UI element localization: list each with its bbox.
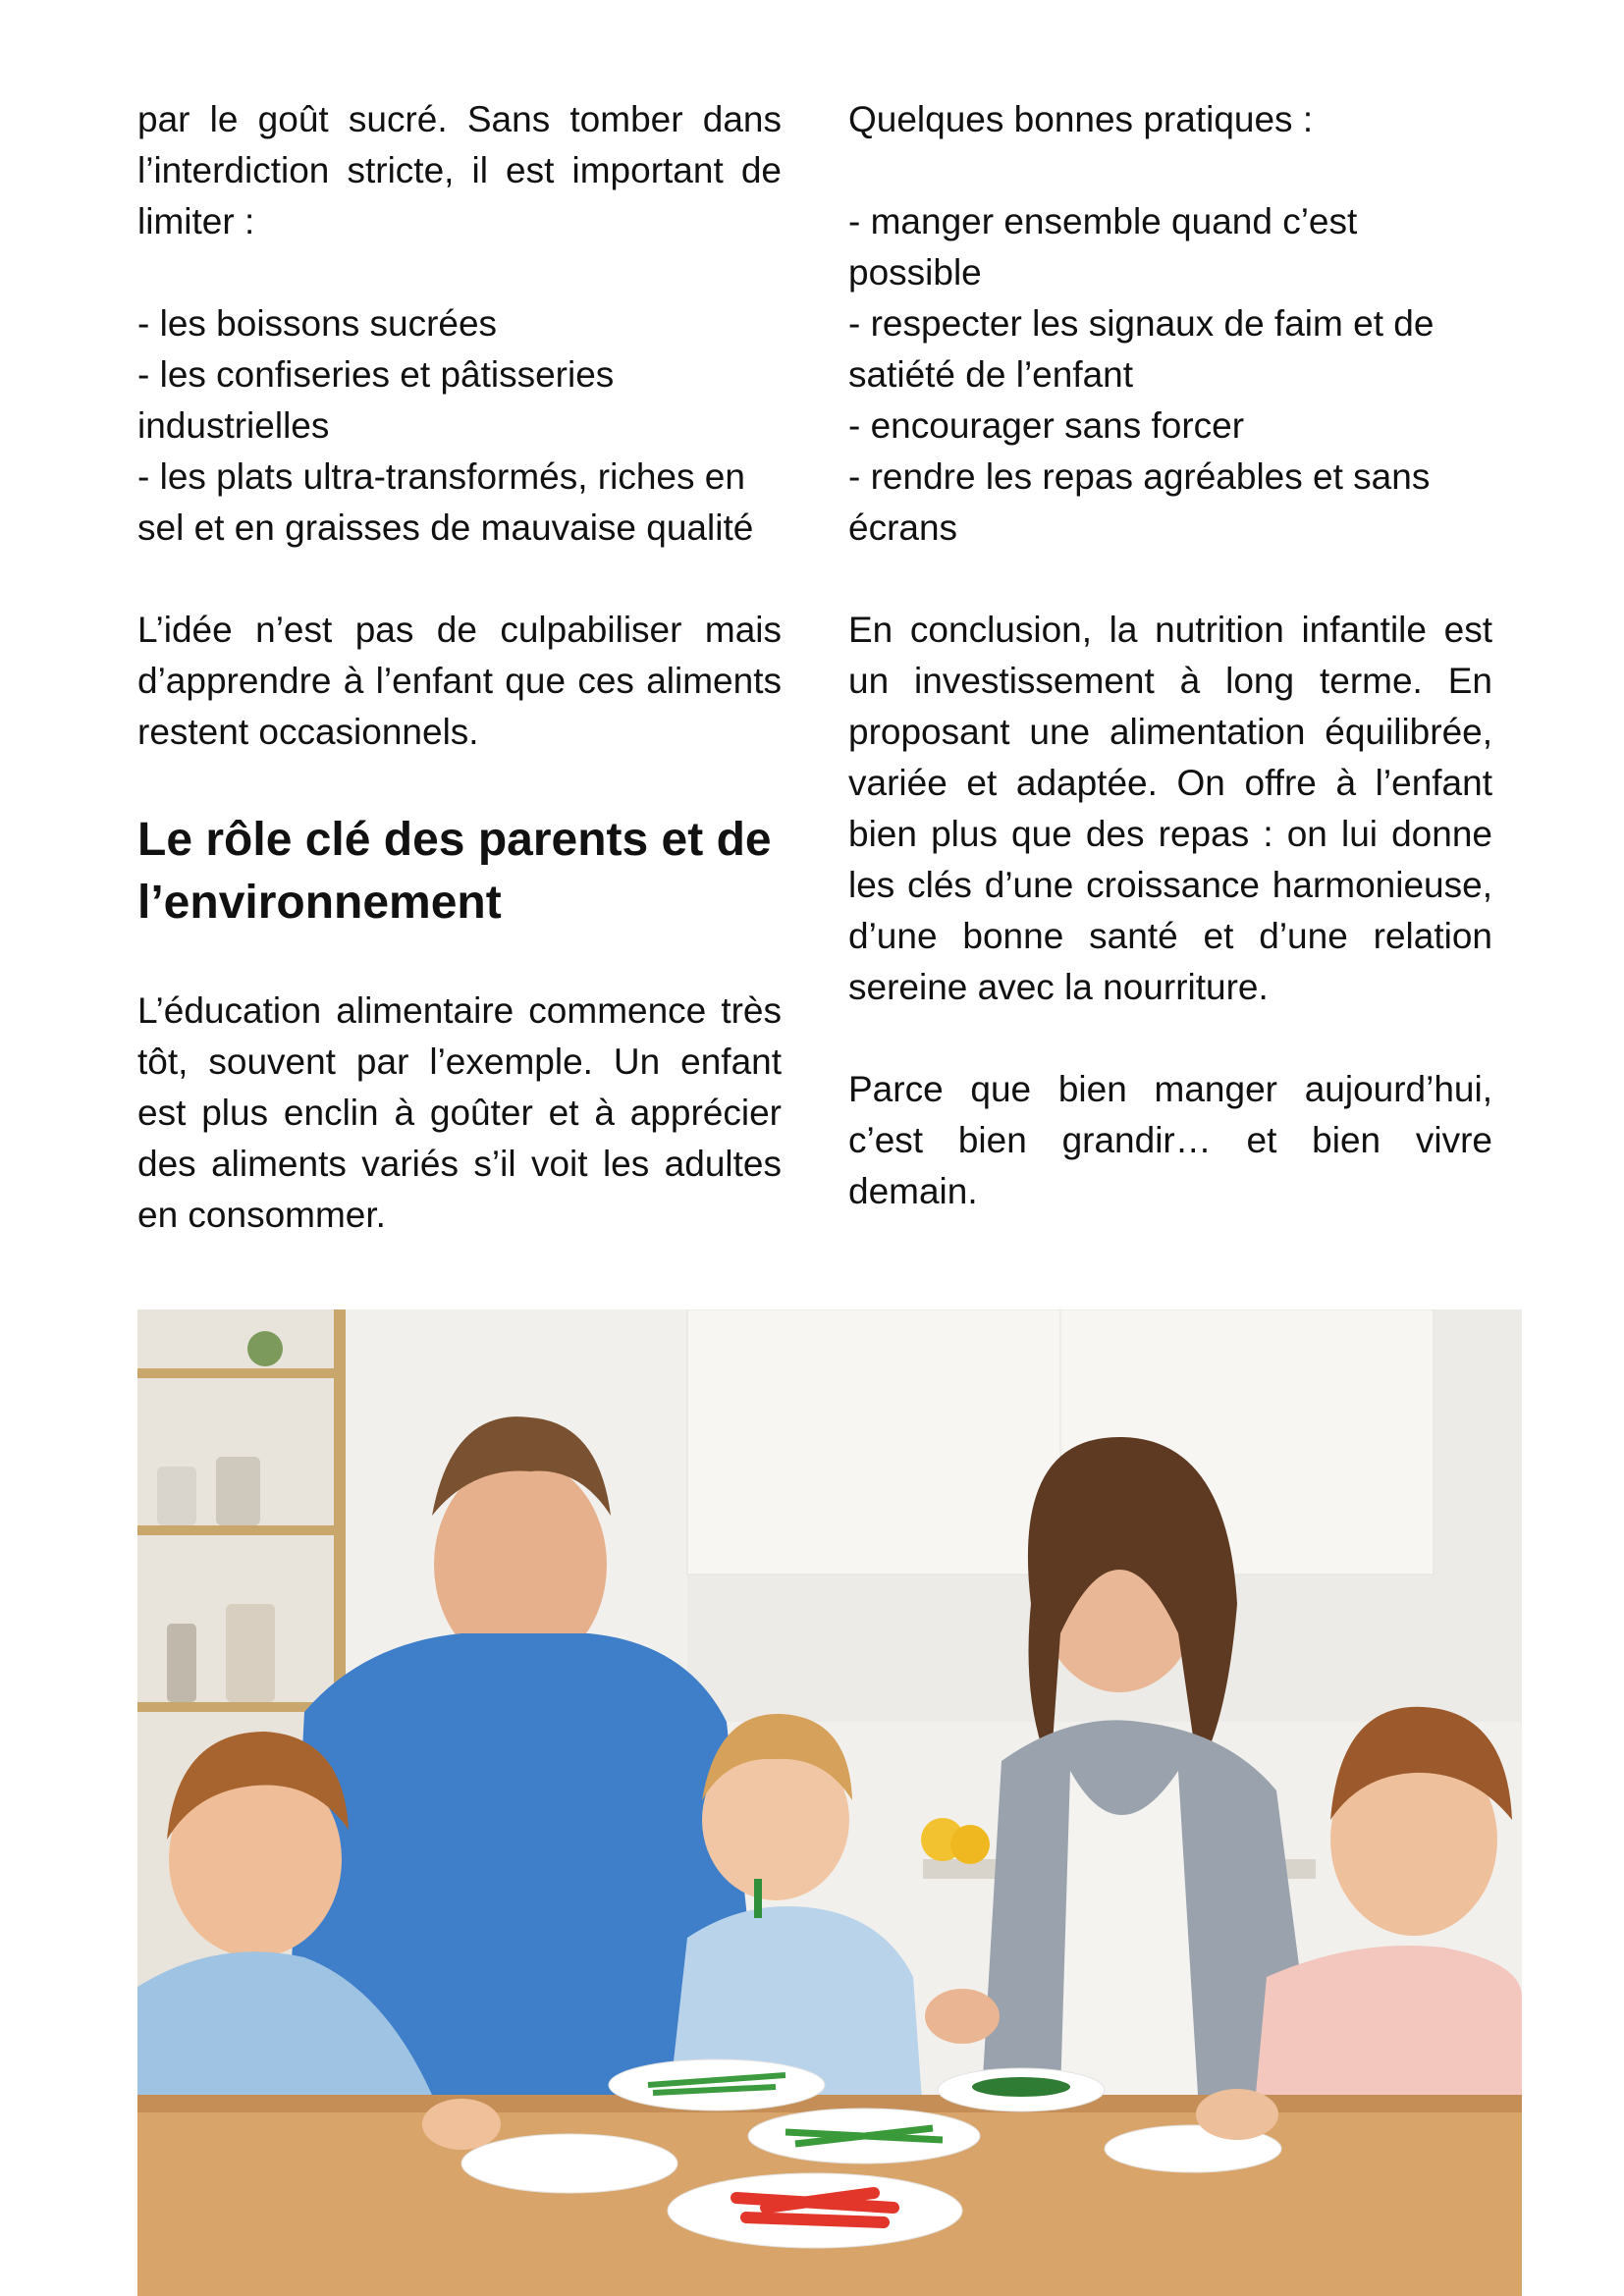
- limit-list: [137, 298, 782, 554]
- practices-intro: Quelques bonnes pratiques :: [848, 99, 1314, 139]
- section-heading: Le rôle clé des parents et de l’environnement: [137, 814, 772, 929]
- list-item: - manger ensemble quand c’est possible: [848, 201, 1358, 293]
- conclusion-paragraph: En conclusion, la nutrition infantile est un investissement à long terme. En proposant une alimentation équilibrée, variée et adaptée. On offre à l’enfant bien plus que des repas : on lui donne les clés d’une croissance harmonieuse, d’une bonne santé et d’une relation sereine avec la nourriture.: [848, 610, 1492, 1007]
- list-item: - les plats ultra-transformés, riches en sel et en graisses de mauvaise qualité: [137, 456, 754, 548]
- list-item: - les confiseries et pâtisseries industrielles: [137, 354, 615, 446]
- left-column: [137, 94, 782, 1292]
- education-paragraph: L’éducation alimentaire commence très tôt, souvent par l’exemple. Un enfant est plus enclin à goûter et à apprécier des aliments variés s’il voit les adultes en consommer.: [137, 990, 782, 1235]
- guilt-paragraph: L’idée n’est pas de culpabiliser mais d’apprendre à l’enfant que ces aliments restent occasionnels.: [137, 610, 782, 752]
- family-meal-photo: [137, 1309, 1522, 2296]
- list-item: - les boissons sucrées: [137, 303, 498, 344]
- practices-list: [848, 196, 1492, 554]
- intro-paragraph: par le goût sucré. Sans tomber dans l’interdiction stricte, il est important de limiter :: [137, 99, 782, 241]
- list-item: - encourager sans forcer: [848, 405, 1245, 446]
- list-item: - respecter les signaux de faim et de satiété de l’enfant: [848, 303, 1435, 395]
- closing-paragraph: Parce que bien manger aujourd’hui, c’est bien grandir… et bien vivre demain.: [848, 1069, 1492, 1211]
- list-item: - rendre les repas agréables et sans écrans: [848, 456, 1431, 548]
- right-column: [848, 94, 1492, 1268]
